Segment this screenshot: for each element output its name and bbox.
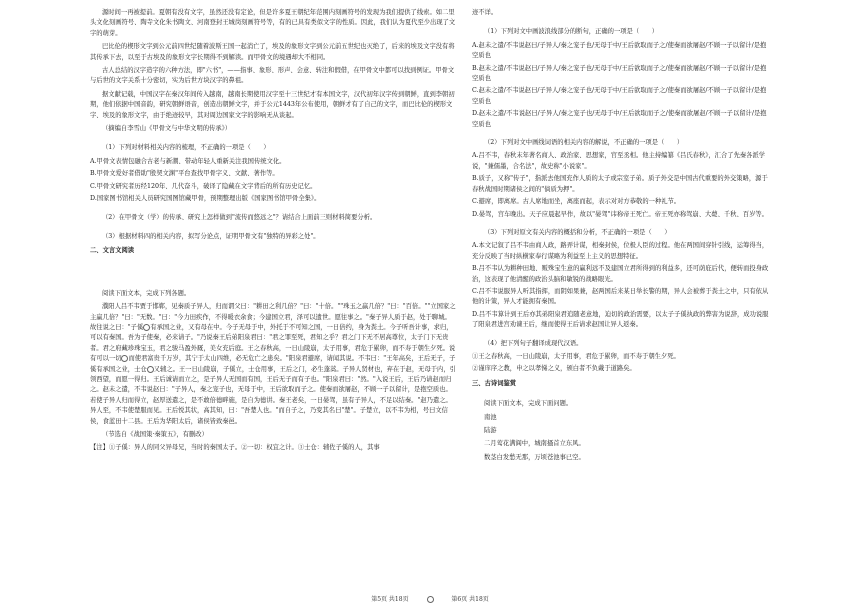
question-2: （2）在甲骨文（学）的传承、研究上怎样做到"流传而悠远之"？请结合上面前三则材料简要分析。 bbox=[102, 213, 377, 221]
option-d: D.吕不韦算计到王后亦其弟阳泉君追随老意地，迫切的政治需要，以太子子傒执政的弊害为说辞，成功说服了阳泉君进宫劝谏王后，继而使得王后请求赵国让异人返秦。 bbox=[472, 310, 769, 329]
footnote: 【注】①子傒：异人的同父异母兄，当时的秦国太子。②一切：权宜之计。③士仓：辅佐子傒的人，其事 bbox=[90, 444, 380, 452]
poem-line: 数茎白发愁无那，万顷苍池事已空。 bbox=[484, 453, 585, 461]
poem-author: 陆游 bbox=[484, 427, 497, 434]
option-c: C.避席，即离席。古人席地而坐，离座而起，表示对对方恭敬的一种礼节。 bbox=[472, 198, 681, 206]
section-heading-poetry: 三、古诗词鉴赏 bbox=[472, 379, 517, 387]
option-a: A.吕不韦，春秋末年著名商人、政治家、思想家，官至丞相。他主持编纂《吕氏春秋》，汇合了先秦各派学说，"兼儒墨，合名法"，故史称"小说家"。 bbox=[472, 152, 766, 170]
option-c: C.吕不韦说服异人听其指挥，而阴如果兼，赵两国后来某日举长警的期，异人会被葬于粪土之中，只有依从他的计策，异人才能拥有秦国。 bbox=[472, 287, 769, 306]
section-heading-classical: 二、文言文阅读 bbox=[90, 247, 135, 255]
question-1: （1）下列对文中画波浪线部分的断句，正确的一项是（ ） bbox=[484, 28, 659, 36]
page-footer bbox=[0, 594, 860, 603]
question-1: （1）下列对材料相关内容的梳理，不正确的一项是（ ） bbox=[102, 144, 270, 152]
option-a: A.甲骨文表情包融合古老与新潮、带动年轻人重新关注我国传统文化。 bbox=[90, 157, 286, 165]
poem-title: 南池 bbox=[484, 413, 497, 421]
option-b: B.吕不韦认为耕种田地、贩殊宝生意的赢利远不及建国立君所得到的利益多，还可荫庇后代，便转而投身政治，这表现了他清醒的政治头脑和敏锐的战略眼光。 bbox=[472, 265, 769, 283]
classical-text: 濮阳人吕不韦贾于邯郸，见秦质子异人，归而谓父曰："耕田之利几倍？"曰："十倍。""珠玉之赢几倍？"曰："百倍。""立国家之主赢几倍？"曰："无数。"曰："今力田疾作，不得暖衣余食；今建国立君，泽可以遗世。愿往事之。"秦子异人质于赵，处于聊城。故往说之曰："子傒 有承国之业，又有母在中。今子无母于中，外托于不可知之国，一日倍约，身为粪土。今子听吾计事，求归，可以有秦国。吾为子使秦，必来请子。"乃说秦王后弟阳泉君曰："君之罪至死，君知之乎？君之门下无不居高尊位，太子门下无贵者。君之府藏珍珠宝玉，君之骏马盈外厩，美女充后庭。王之春秋高，一日山陵崩，太子用事，君危于累卵，而不寿于朝生夕死。说有可以一切 而使君富贵千万岁，其宁于太山四维，必无危亡之患矣。"阳泉君避席，请闻其说。不韦曰："王年高矣，王后无子，子傒有承国之业，士仓 又辅之。王一日山陵崩，子傒立，士仓用事，王后之门，必生蓬蒿。子异人贤材也，弃在于赵，无母于内，引领西望，而愿一得归。王后诚请而立之，是子异人无国而有国，王后无子而有子也。"阳泉君曰："然。"入说王后，王后乃请赵而归之。赵未之遣，不韦说赵曰："子异人，秦之宠子也，无母于中，王后欲取而子之。使秦而欲屠赵，不顾一子以留计，是抱空质也。若使子异人归而得立，赵厚送遣之，是不敢倍德畔施，是自为德讲。秦王老矣，一日晏驾，虽有子异人，不足以结秦。"赵乃遣之。异人至，不韦使楚服而见。王后悦其状，高其知，曰："吾楚人也。"而自子之，乃变其名曰"楚"。子楚立，以不韦为相，号曰文信侯，食蓝田十二县。王后为华阳太后，诸侯皆致秦邑。 bbox=[90, 303, 456, 425]
option-d: D.国家图书馆相关人员研究国图馆藏甲骨，预期整理出版《国家图书馆甲骨全集》。 bbox=[90, 195, 321, 203]
question-2: （2）下列对文中画线词语的相关内容的解说，不正确的一项是（ ） bbox=[484, 139, 684, 147]
poem-prompt: 阅读下面文本，完成下面问题。 bbox=[484, 400, 573, 408]
option-c: C.甲骨文研究者历经120年、几代奋斗，破译了隐藏在文字背后的所有历史记忆。 bbox=[90, 182, 317, 190]
material-paragraph: 古人总结的汉字造字的六种方法，即"六书"，——指事、象形、形声、会意、转注和假借，在甲骨文中都可以找到例证。甲骨文与后世的文字关系十分密切，实为后世方块汉字的鼻祖。 bbox=[90, 67, 455, 85]
material-paragraph: 巴比伦的楔形文字到公元前四世纪随着波斯王国一起消亡了，埃及的象形文字到公元前五世纪也灭绝了，后来的埃及文字没有将其传承下去，以至于古埃及的象形文字长期得不到解读。而甲骨文的境遇却大不相同。 bbox=[90, 43, 455, 61]
right-column bbox=[472, 8, 772, 466]
translation-item: ①王之春秋高，一日山陵崩，太子用事，君危于累卵，而不寿于朝生夕死。 bbox=[472, 352, 680, 360]
left-column bbox=[90, 8, 456, 457]
question-3: （3）下列对原文有关内容的概括和分析，不正确的一项是（ ） bbox=[484, 228, 671, 236]
option-d: D.晏驾，宫车晚出。天子应晨起早作，故以"晏驾"讳称帝王死亡。帝王死亦称驾崩、大薨、千秋、百岁等。 bbox=[472, 210, 768, 218]
page-number-right: 第6页 共18页 bbox=[451, 596, 489, 603]
translation-item: ②谨庠序之教，申之以孝悌之义，颁白者不负戴于道路矣。 bbox=[472, 365, 636, 373]
option-b: B.甲骨文爱好者借助"殷契文渊"平台查找甲骨字义、文献、著作等。 bbox=[90, 170, 279, 178]
read-prompt: 阅读下面文本，完成下列各题。 bbox=[102, 289, 191, 297]
footnote-marker-icon bbox=[147, 366, 154, 373]
classical-source: （节选自《战国策·秦策五》，有删改） bbox=[102, 431, 208, 438]
question-4: （4）把下列句子翻译成现代汉语。 bbox=[484, 339, 583, 347]
material-paragraph: 据文献记载，中国汉字在秦汉年间传入越南，越南长期使用汉字至十三世纪才有本国文字，汉代初年汉字传到朝鲜，直到李朝初期，他们依据中国音韵，研究朝鲜语音，创造出朝鲜文字，并于公元1443年公布使用，朝鲜才有了自己的文字，而巴比伦的楔形文字、埃及的象形文字，由于绝迹较早，其对周边国家文字的影响无从谈起。 bbox=[90, 90, 455, 119]
page-number-left: 第5页 共18页 bbox=[371, 596, 409, 603]
option-a: A.赵未之遣/不韦说赵曰/子异人/秦之宠子也/无母于中/王后欲取而子之/使秦而欲屠赵/不顾一子以留计/是抱空质也 bbox=[472, 41, 767, 60]
material-source: （摘编自李雪山《甲骨文与中华文明的传承》） bbox=[102, 125, 232, 133]
poem-line: 二月莺花满阆中，城南搔首立东风。 bbox=[484, 440, 585, 448]
option-b: B.质子，又称"传子"，指派去他国充作人质的太子或宗室子弟。质子外交是中国古代重要的外交策略，源于春秋战国时期诸侯之间的"倘质为押"。 bbox=[472, 175, 768, 193]
material-intro-tail: 源时间一再被提前。夏朝有没有文字，虽然还没有定论，但是许多夏王朝纪年范围内刻画符号的发现为我们提供了线索。如二里头文化刻画符号、陶寺文化朱书陶文、河南登封王城岗刻画符号等，有的已具有类似文字的性质。因此，我们认为夏代至少出现了文字的萌芽。 bbox=[90, 9, 456, 37]
footnote-tail: 迹不详。 bbox=[472, 9, 498, 16]
option-b: B.赵未之遣/不韦说赵曰/子异人/秦之宠子也/无母于中/王后欲取而子之/使秦而欲屠赵/不顾一子以留计/是抱空质也 bbox=[472, 64, 767, 83]
option-a: A.本文记叙了吕不韦由商人政，路弄计谋，相秦封侯，位极人臣的过程。他在两国间穿针引线，运筹得当，充分反映了当时纵横家奉行谋略为利益至上主义的思想特征。 bbox=[472, 242, 769, 260]
option-c: C.赵未之遣/不韦说赵曰/子异人/秦之宠子也/无母于中/王后欲取而子之/使秦而欲屠赵/不顾一子以留计/是抱空质也 bbox=[472, 87, 767, 105]
option-d: D.赵未之遣/不韦说赵曰/子异人/秦之宠子也/无母于中/王后欲取而子之/使秦而欲屠赵/不顾一子以留计/是抱空质也 bbox=[472, 110, 767, 128]
question-3: （3）根据材料四的相关内容，拟写分论点，证明甲骨文有"独特的异彩之处"。 bbox=[102, 232, 320, 240]
center-circle-icon bbox=[427, 596, 434, 603]
